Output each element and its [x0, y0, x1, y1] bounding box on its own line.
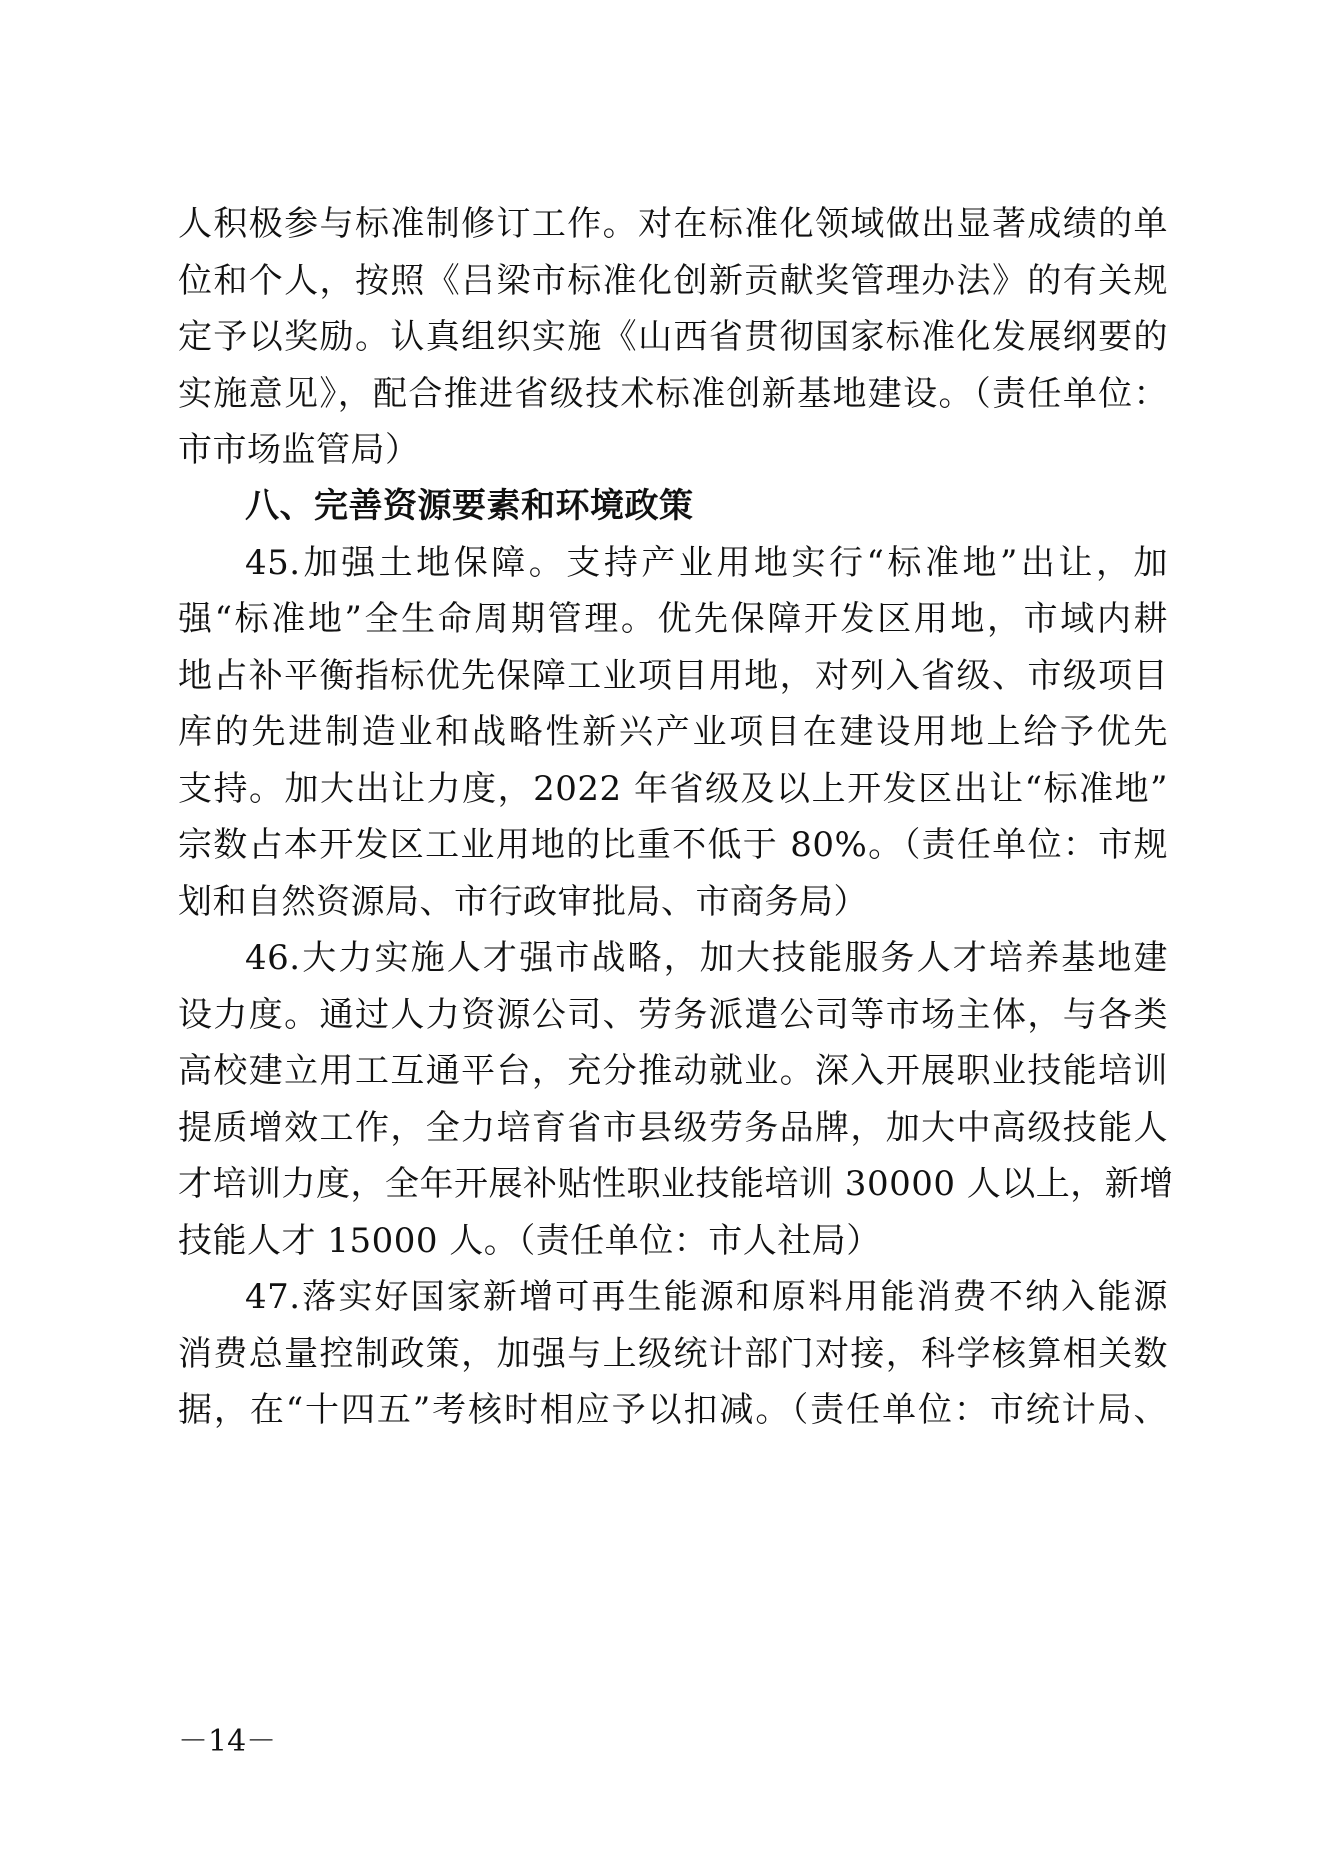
- paragraph-start-line: 45.加强土地保障。支持产业用地实行“标准地”出让，加: [245, 543, 1168, 583]
- text-line: 技能人才 15000 人。（责任单位：市人社局）: [178, 1221, 881, 1261]
- paragraph-start-line: 47.落实好国家新增可再生能源和原料用能消费不纳入能源: [245, 1277, 1168, 1317]
- text-line: 宗数占本开发区工业用地的比重不低于 80%。（责任单位：市规: [178, 825, 1168, 865]
- text-line: 消费总量控制政策，加强与上级统计部门对接，科学核算相关数: [178, 1334, 1168, 1374]
- text-line: 才培训力度，全年开展补贴性职业技能培训 30000 人以上，新增: [178, 1164, 1174, 1204]
- text-line: 支持。加大出让力度，2022 年省级及以上开发区出让“标准地”: [178, 769, 1168, 809]
- page-number: －14－: [178, 1724, 277, 1759]
- text-line: 市市场监管局）: [178, 430, 420, 470]
- text-line: 实施意见》，配合推进省级技术标准创新基地建设。（责任单位：: [178, 374, 1168, 414]
- text-line: 位和个人，按照《吕梁市标准化创新贡献奖管理办法》的有关规: [178, 261, 1168, 301]
- text-line: 划和自然资源局、市行政审批局、市商务局）: [178, 882, 868, 922]
- text-line: 提质增效工作，全力培育省市县级劳务品牌，加大中高级技能人: [178, 1108, 1168, 1148]
- text-line: 定予以奖励。认真组织实施《山西省贯彻国家标准化发展纲要的: [178, 317, 1168, 357]
- section-heading: 八、完善资源要素和环境政策: [245, 486, 694, 526]
- paragraph-start-line: 46.大力实施人才强市战略，加大技能服务人才培养基地建: [245, 938, 1168, 978]
- text-line: 据，在“十四五”考核时相应予以扣减。（责任单位：市统计局、: [178, 1390, 1168, 1430]
- text-line: 地占补平衡指标优先保障工业项目用地，对列入省级、市级项目: [178, 656, 1168, 696]
- text-line: 库的先进制造业和战略性新兴产业项目在建设用地上给予优先: [178, 712, 1168, 752]
- text-line: 高校建立用工互通平台，充分推动就业。深入开展职业技能培训: [178, 1051, 1168, 1091]
- text-line: 人积极参与标准制修订工作。对在标准化领域做出显著成绩的单: [178, 204, 1168, 244]
- text-line: 设力度。通过人力资源公司、劳务派遣公司等市场主体，与各类: [178, 995, 1168, 1035]
- text-line: 强“标准地”全生命周期管理。优先保障开发区用地，市域内耕: [178, 599, 1168, 639]
